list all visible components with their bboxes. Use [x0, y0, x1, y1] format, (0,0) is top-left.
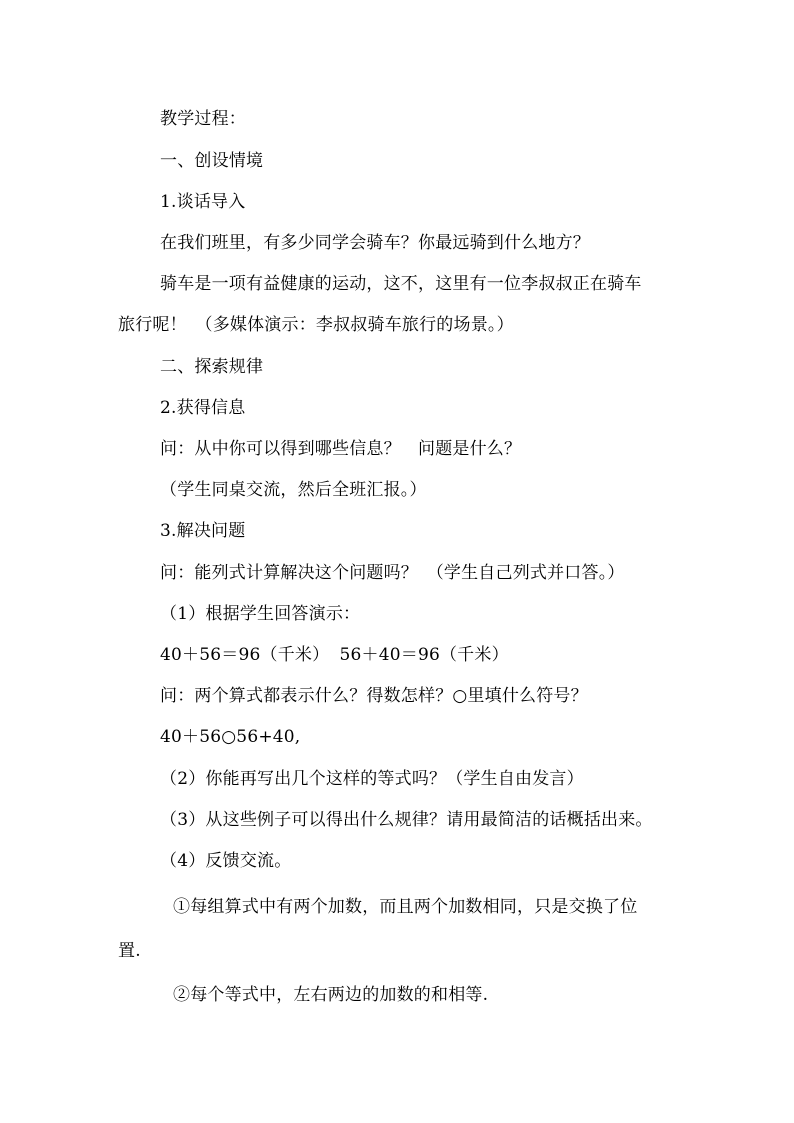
- question-4: 问：两个算式都表示什么？得数怎样？○里填什么符号？: [160, 686, 588, 706]
- step-3: （3）从这些例子可以得出什么规律？请用最简洁的话概括出来。: [160, 810, 653, 830]
- step-1: （1）根据学生回答演示：: [160, 604, 361, 624]
- equation-row-1: [160, 644, 509, 666]
- section1-sub1: 1.谈话导入: [160, 192, 246, 212]
- equation-1b: 56＋40＝96（千米）: [339, 645, 509, 665]
- section2-title: 二、探索规律: [160, 357, 264, 377]
- section2-sub2: 2.获得信息: [160, 398, 246, 418]
- note-2: （学生同桌交流，然后全班汇报。）: [160, 480, 427, 500]
- point-2: ②每个等式中，左右两边的加数的和相等.: [173, 985, 489, 1005]
- equation-2: 40＋56○56+40,: [160, 727, 301, 747]
- question-3: 问：能列式计算解决这个问题吗？ （学生自己列式并口答。）: [160, 563, 625, 583]
- point-1-line1: ①每组算式中有两个加数，而且两个加数相同，只是交换了位: [173, 897, 638, 917]
- paragraph-1-line1: 骑车是一项有益健康的运动，这不，这里有一位李叔叔正在骑车: [160, 274, 642, 294]
- question-2: 问：从中你可以得到哪些信息？ 问题是什么？: [160, 439, 522, 459]
- section2-sub3: 3.解决问题: [160, 521, 246, 541]
- equation-1a: 40＋56＝96（千米）: [160, 645, 330, 665]
- paragraph-1-line2: 旅行呢！ （多媒体演示：李叔叔骑车旅行的场景。）: [118, 315, 514, 335]
- question-1: 在我们班里，有多少同学会骑车？你最远骑到什么地方？: [160, 233, 590, 253]
- step-2: （2）你能再写出几个这样的等式吗？（学生自由发言）: [160, 769, 584, 789]
- point-1-line2: 置.: [118, 941, 141, 961]
- heading: 教学过程：: [160, 109, 246, 129]
- step-4: （4）反馈交流。: [160, 851, 292, 871]
- section1-title: 一、创设情境: [160, 151, 264, 171]
